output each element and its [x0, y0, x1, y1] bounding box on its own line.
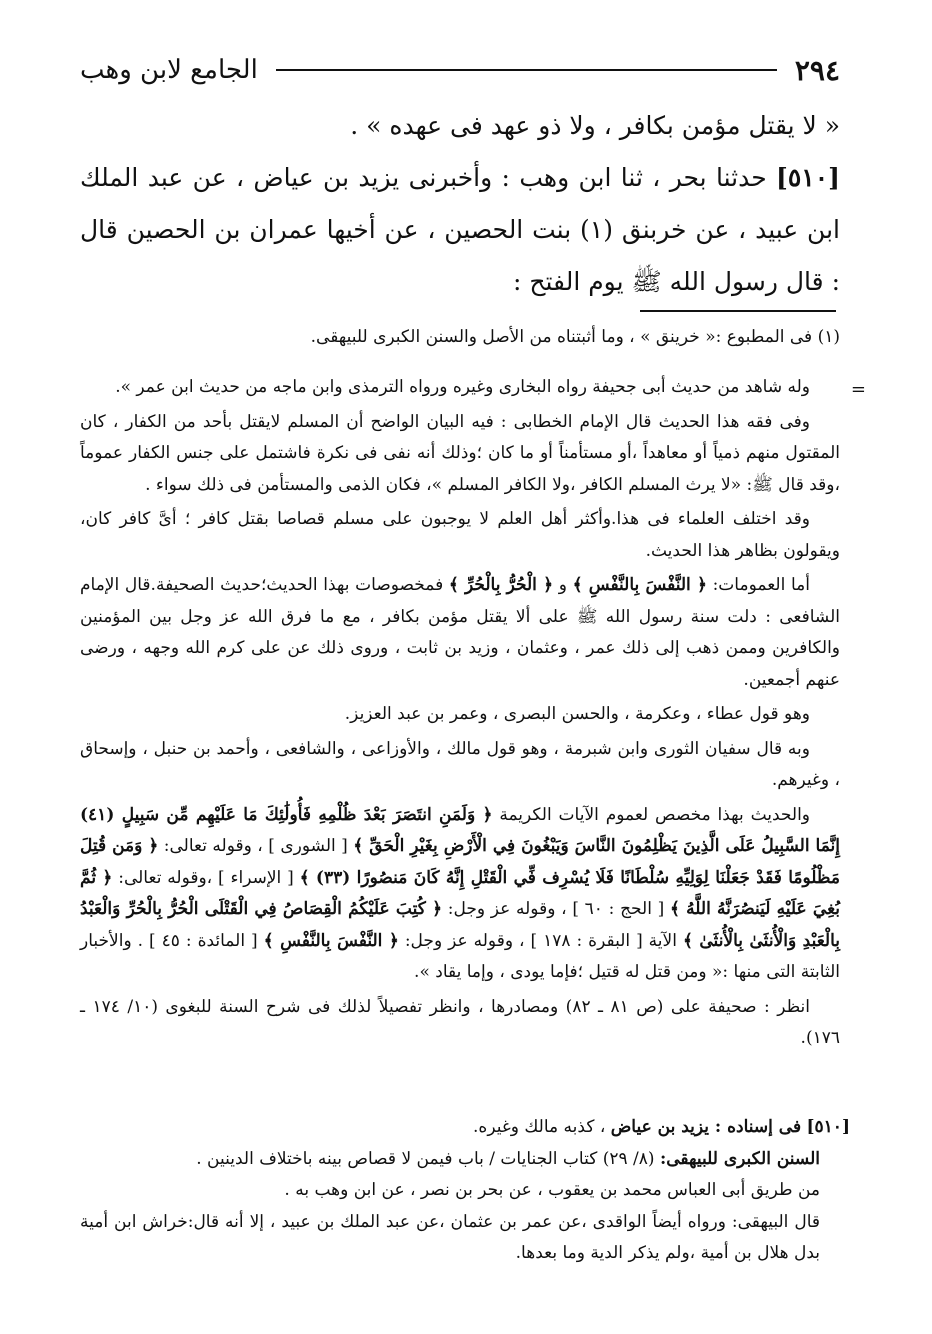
hadith-text: حدثنا بحر ، ثنا ابن وهب : وأخبرنى يزيد بن عياض ، عن عبد الملك ابن عبيد ، عن خربنق (١) بنت الحصين ، عن أخيها عمران بن الحصين قال : قال رسول الله ﷺ يوم الفتح :	[80, 163, 840, 296]
quran-verse: ﴿ النَّفْسَ بِالنَّفْسِ ﴾	[263, 930, 399, 951]
hadith-quote: « لا يقتل مؤمن بكافر ، ولا ذو عهد فى عهده » .	[350, 111, 840, 140]
header-rule	[276, 69, 777, 71]
page-number: ٢٩٤	[794, 53, 840, 87]
commentary-paragraph: وله شاهد من حديث أبى جحيفة رواه البخارى وغيره ورواه الترمذى وابن ماجه من حديث ابن عمر ».	[115, 377, 810, 397]
main-text	[80, 100, 840, 308]
footnote-rule	[640, 310, 836, 312]
quran-verse: ﴿ كُتِبَ عَلَيْكُمُ الْقِصَاصُ فِي الْقَتْلَى الْحُرُّ بِالْحُرِّ وَالْعَبْدُ بِالْعَبْدِ وَالْأُنثَىٰ بِالْأُنثَىٰ ﴾	[80, 899, 841, 951]
text-run: أما العمومات:	[712, 575, 810, 595]
verse-reference: [ الشورى ] ، وقوله تعالى:	[163, 836, 348, 856]
hadith-number: [٥١٠]	[776, 163, 840, 192]
quran-verse: ﴿ ثُمَّ بُغِيَ عَلَيْهِ لَيَنصُرَنَّهُ اللَّهُ ﴾	[80, 867, 841, 919]
takhrij-isnad	[80, 1112, 850, 1144]
commentary-paragraph: وهو قول عطاء ، وعكرمة ، والحسن البصرى ، وعمر بن عبد العزيز.	[344, 704, 810, 724]
commentary-paragraph: انظر : صحيفة على (ص ٨١ ـ ٨٢) ومصادرها ، وانظر تفصيلاً لذلك فى شرح السنة للبغوى (١٠/ ١٧٤ ـ ١٧٦).	[80, 996, 840, 1048]
continuation-mark: =	[850, 379, 866, 400]
takhrij-section	[80, 1112, 850, 1270]
quran-verse: ﴿ وَلَمَنِ انتَصَرَ بَعْدَ ظُلْمِهِ فَأُولَٰئِكَ مَا عَلَيْهِم مِّن سَبِيلٍ (٤١) إِنَّمَا السَّبِيلُ عَلَى الَّذِينَ يَظْلِمُونَ النَّاسَ وَيَبْغُونَ فِي الْأَرْضِ بِغَيْرِ الْحَقِّ ﴾	[80, 804, 841, 856]
text-run: والحديث بهذا مخصص لعموم الآيات الكريمة	[499, 804, 811, 825]
verse-reference: الآية [ البقرة : ١٧٨ ] ، وقوله عز وجل:	[404, 930, 677, 951]
source-label: السنن الكبرى للبيهقى:	[659, 1148, 820, 1169]
isnad-rest: ، كذبه مالك وغيره.	[473, 1117, 606, 1137]
quran-verse: ﴿ النَّفْسَ بِالنَّفْسِ ﴾	[572, 575, 707, 595]
commentary-paragraph: وقد اختلف العلماء فى هذا.وأكثر أهل العلم لا يوجبون على مسلم قصاصا بقتل كافر ؛ أىَّ كافر كان، ويقولون بظاهر هذا الحديث.	[80, 509, 840, 561]
source-rest: (٨/ ٢٩) كتاب الجنايات / باب فيمن لا قصاص بينه باختلاف الدينين .	[196, 1148, 655, 1169]
text-run: و	[558, 575, 567, 595]
text-run: فمخصوصات بهذا الحديث؛حديث الصحيفة.قال الإمام الشافعى : دلت سنة رسول الله ﷺ على ألا يقتل مؤمن بكافر ، مع ما فرق الله عز وجل بين المؤمنين والكافرين وممن ذهب إلى ذلك عمر ، وعثمان ، وزيد بن ثابت ، وروى ذلك عن على كرم الله وجهه ، ورضى عنهم أجمعين.	[80, 575, 840, 690]
running-title: الجامع لابن وهب	[80, 55, 258, 85]
page-header	[80, 50, 840, 90]
commentary-paragraph: وبه قال سفيان الثورى وابن شبرمة ، وهو قول مالك ، والأوزاعى ، والشافعى ، وأحمد بن حنبل ، وإسحاق ، وغيرهم.	[80, 738, 840, 790]
commentary-paragraph	[80, 570, 840, 696]
takhrij-chain: من طريق أبى العباس محمد بن يعقوب ، عن بحر بن نصر ، عن ابن وهب به .	[284, 1180, 820, 1200]
hadith-paragraph	[80, 152, 840, 308]
takhrij-number: [٥١٠]	[806, 1117, 850, 1137]
takhrij-source	[80, 1144, 850, 1176]
commentary-paragraph: وفى فقه هذا الحديث قال الإمام الخطابى : فيه البيان الواضح أن المسلم لايقتل بأحد من الكفار ، كان المقتول منهم ذمياً أو معاهداً ،أو مستأمناً أو ما كان ؛وذلك أنه نفى فى نكرة فاشتمل على جنس الكفار عموماً ،وقد قال ﷺ: «لا يرث المسلم الكافر ،ولا الكافر المسلم »، فكان الذمى والمستأمن فى ذلك سواء .	[80, 411, 840, 495]
commentary-paragraph	[80, 800, 840, 989]
footnote: (١) فى المطبوع :« خرينق » ، وما أثبتناه من الأصل والسنن الكبرى للبيهقى.	[310, 327, 840, 347]
quran-verse: ﴿ الْحُرُّ بِالْحُرِّ ﴾	[448, 575, 554, 595]
takhrij-note: قال البيهقى: ورواه أيضاً الواقدى ،عن عمر بن عثمان ،عن عبد الملك بن عبيد ، إلا أنه قال:خراش ابن أمية بدل هلال بن أمية ،ولم يذكر الدية وما بعدها.	[80, 1211, 820, 1263]
verse-reference: [ الحج : ٦٠ ] ، وقوله عز وجل:	[447, 899, 665, 919]
commentary	[80, 372, 866, 1058]
verse-reference: [ المائدة : ٤٥ ] . والأخبار الثابتة التى منها :« ومن قتل له قتيل ؛فإما يودى ، وإما يقاد ».	[80, 930, 840, 982]
verse-reference: [ الإسراء ] ،وقوله تعالى:	[118, 867, 294, 888]
isnad-label: فى إسناده : يزيد بن عياض	[610, 1117, 802, 1137]
quran-verse: ﴿ وَمَن قُتِلَ مَظْلُومًا فَقَدْ جَعَلْنَا لِوَلِيِّهِ سُلْطَانًا فَلَا يُسْرِف فِّي الْقَتْلِ إِنَّهُ كَانَ مَنصُورًا (٣٣) ﴾	[80, 836, 840, 888]
